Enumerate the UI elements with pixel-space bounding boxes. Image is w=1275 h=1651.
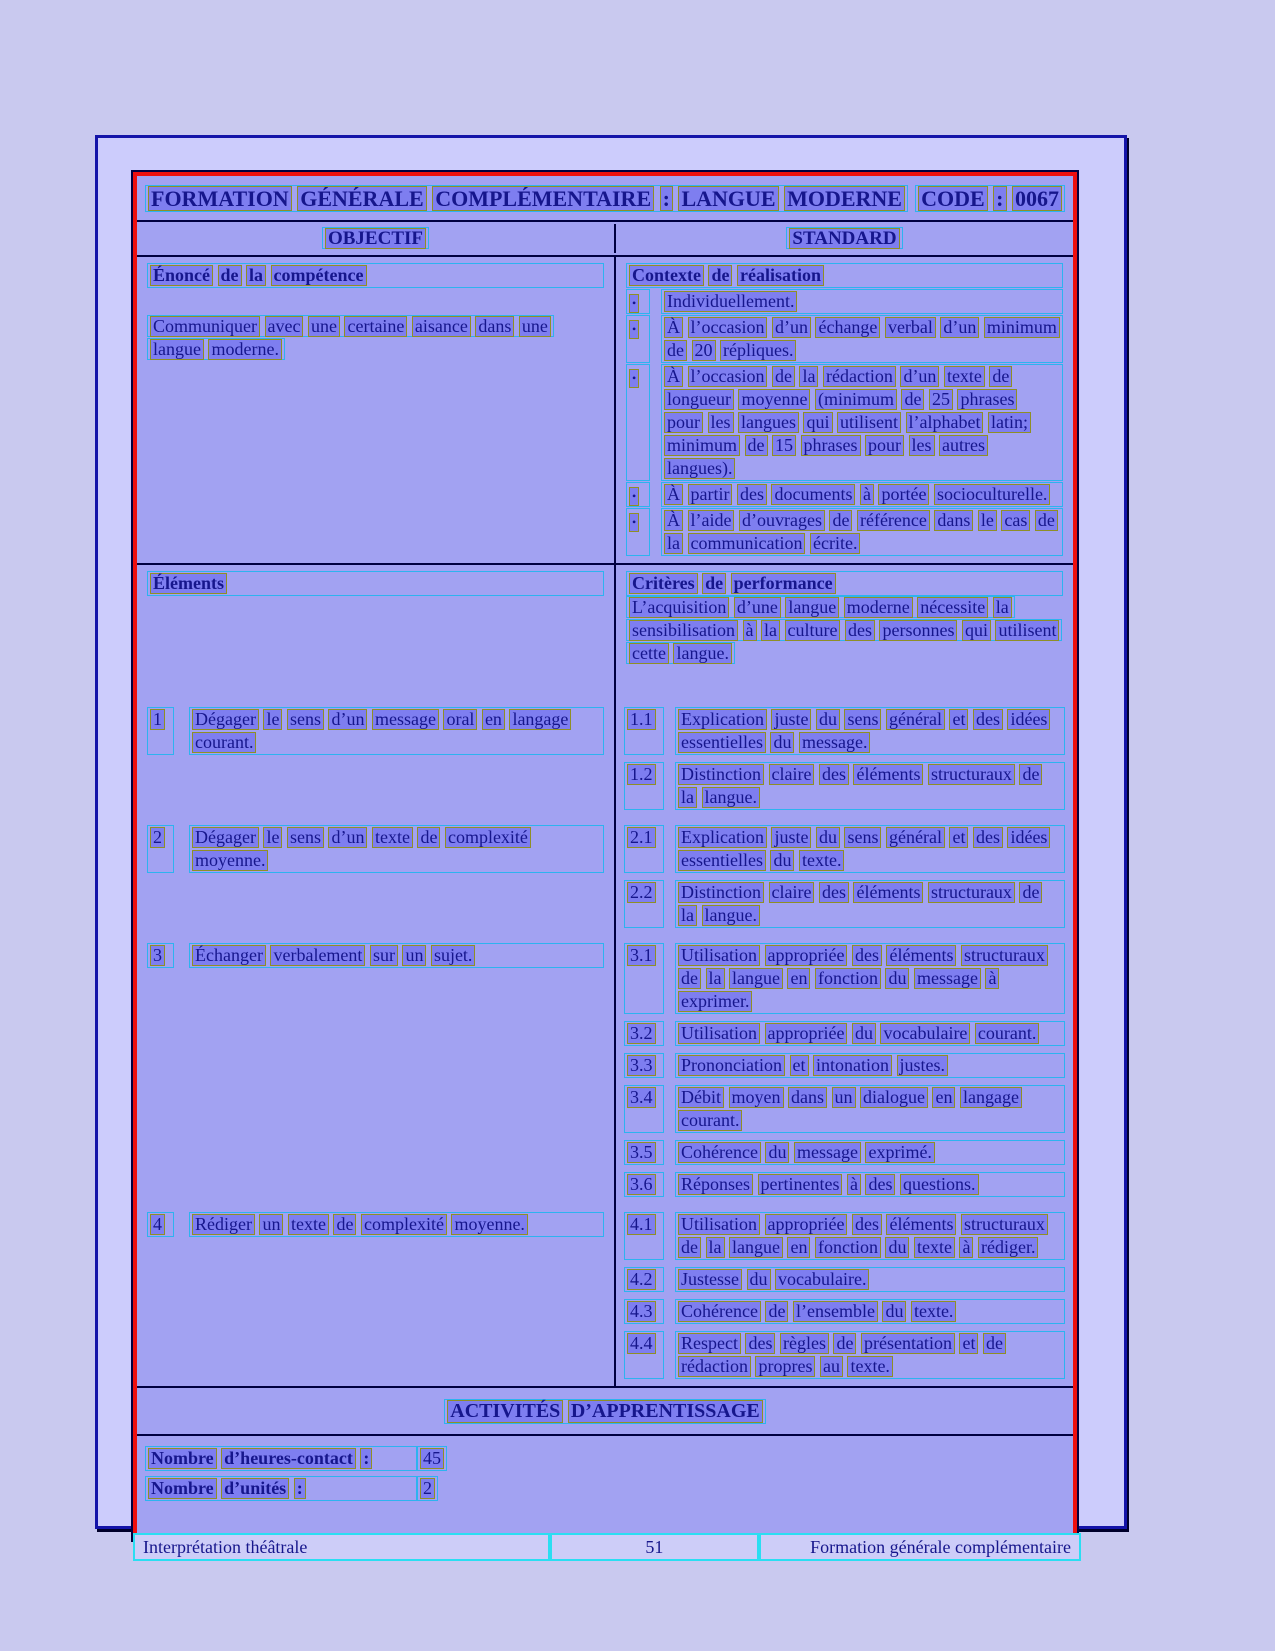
element-row xyxy=(137,699,614,817)
table-title-row xyxy=(137,176,1073,220)
enonce-contexte-row xyxy=(137,257,1073,565)
criterion-number: 1.1 xyxy=(624,707,664,755)
list-item: • À partir des documents à portée socioculturelle. xyxy=(626,482,1063,507)
criterion-text: Explication juste du sens général et des idées essentielles du message. xyxy=(675,707,1065,755)
element-row xyxy=(137,1204,614,1386)
footer-page-number: 51 xyxy=(550,1533,759,1561)
criterion xyxy=(624,1299,1065,1324)
criteria-group xyxy=(614,699,1073,817)
heures-contact-label: Nombre d’heures-contact : xyxy=(145,1446,417,1471)
criterion xyxy=(624,880,1065,928)
element-text: Dégager le sens d’un texte de complexité moyenne. xyxy=(189,825,604,873)
criterion-number: 3.1 xyxy=(624,943,664,1014)
criterion-text: Respect des règles de présentation et de rédaction propres au texte. xyxy=(675,1331,1065,1379)
standard-column-header xyxy=(614,224,1073,253)
criterion-number: 3.6 xyxy=(624,1172,664,1197)
list-item: • À l’occasion de la rédaction d’un texte de longueur moyenne (minimum de 25 phrases pour les langues qui utilisent l’alphabet latin; minimum de 15 phrases pour les autres langues). xyxy=(626,364,1063,481)
unites-field xyxy=(145,1476,1065,1501)
criterion-text: Utilisation appropriée du vocabulaire courant. xyxy=(675,1021,1065,1046)
criterion xyxy=(624,943,1065,1014)
heures-contact-value: 45 xyxy=(417,1446,447,1471)
objectif-label: OBJECTIF xyxy=(322,227,429,249)
criteria-group xyxy=(614,817,1073,935)
bullet-icon: • xyxy=(626,482,650,507)
document-page xyxy=(95,135,1127,1529)
contexte-list xyxy=(626,289,1063,556)
criteres-heading: Critères de performance xyxy=(626,571,1063,596)
document-title: FORMATION GÉNÉRALE COMPLÉMENTAIRE : LANGUE MODERNE xyxy=(145,185,908,212)
element-number: 4 xyxy=(147,1212,174,1237)
contexte-heading: Contexte de réalisation xyxy=(626,263,1063,288)
competency-table xyxy=(133,172,1077,1540)
footer-section-title: Formation générale complémentaire xyxy=(759,1533,1081,1561)
criterion-text: Explication juste du sens général et des idées essentielles du texte. xyxy=(675,825,1065,873)
criterion-text: Débit moyen dans un dialogue en langage courant. xyxy=(675,1085,1065,1133)
criteres-intro: L’acquisition d’une langue moderne nécessite la sensibilisation à la culture des personnes qui utilisent cette langue. xyxy=(626,596,1063,665)
activites-row xyxy=(137,1386,1073,1436)
fields-row xyxy=(137,1436,1073,1536)
criterion xyxy=(624,1053,1065,1078)
criterion-number: 3.4 xyxy=(624,1085,664,1133)
criterion-text: Cohérence de l’ensemble du texte. xyxy=(675,1299,1065,1324)
criterion-text: Cohérence du message exprimé. xyxy=(675,1140,1065,1165)
criterion-text: Justesse du vocabulaire. xyxy=(675,1267,1065,1292)
criterion xyxy=(624,825,1065,873)
element-text: Rédiger un texte de complexité moyenne. xyxy=(189,1212,604,1237)
footer-program-title: Interprétation théâtrale xyxy=(133,1533,550,1561)
criteria-group xyxy=(614,935,1073,1204)
page-footer xyxy=(133,1533,1081,1561)
criterion-number: 4.2 xyxy=(624,1267,664,1292)
criterion xyxy=(624,1267,1065,1292)
list-item: • À l’aide d’ouvrages de référence dans le cas de la communication écrite. xyxy=(626,508,1063,556)
column-header-row xyxy=(137,220,1073,257)
bullet-icon: • xyxy=(626,364,650,481)
bullet-icon: • xyxy=(626,315,650,363)
criterion-number: 2.2 xyxy=(624,880,664,928)
heures-contact-field xyxy=(145,1446,1065,1471)
elements-heading-cell xyxy=(137,565,614,699)
criterion-text: Utilisation appropriée des éléments structuraux de la langue en fonction du texte à rédiger. xyxy=(675,1212,1065,1260)
criteres-heading-cell xyxy=(614,565,1073,699)
criterion xyxy=(624,1021,1065,1046)
unites-label: Nombre d’unités : xyxy=(145,1476,417,1501)
element-number: 3 xyxy=(147,943,174,968)
criterion-number: 4.3 xyxy=(624,1299,664,1324)
activites-heading: ACTIVITÉS D’APPRENTISSAGE xyxy=(444,1399,765,1424)
bullet-icon: • xyxy=(626,508,650,556)
document-code: CODE : 0067 xyxy=(915,185,1065,212)
element-text: Dégager le sens d’un message oral en langage courant. xyxy=(189,707,604,755)
criterion-text: Utilisation appropriée des éléments structuraux de la langue en fonction du message à exprimer. xyxy=(675,943,1065,1014)
enonce-cell xyxy=(137,257,614,563)
criterion-number: 4.1 xyxy=(624,1212,664,1260)
criterion xyxy=(624,707,1065,755)
criterion-text: Prononciation et intonation justes. xyxy=(675,1053,1065,1078)
criterion-number: 4.4 xyxy=(624,1331,664,1379)
criterion-text: Distinction claire des éléments structuraux de la langue. xyxy=(675,762,1065,810)
elements-heading: Éléments xyxy=(147,571,604,596)
list-item: • Individuellement. xyxy=(626,289,1063,314)
criterion xyxy=(624,1212,1065,1260)
element-text: Échanger verbalement sur un sujet. xyxy=(189,943,604,968)
criterion xyxy=(624,1085,1065,1133)
bullet-icon: • xyxy=(626,289,650,314)
criterion-number: 2.1 xyxy=(624,825,664,873)
element-number: 2 xyxy=(147,825,174,873)
criterion-number: 3.3 xyxy=(624,1053,664,1078)
enonce-heading: Énoncé de la compétence xyxy=(147,263,604,288)
criterion-number: 3.5 xyxy=(624,1140,664,1165)
criterion-text: Réponses pertinentes à des questions. xyxy=(675,1172,1065,1197)
criterion xyxy=(624,1172,1065,1197)
list-item: • À l’occasion d’un échange verbal d’un minimum de 20 répliques. xyxy=(626,315,1063,363)
objectif-column-header xyxy=(137,224,614,253)
criterion-text: Distinction claire des éléments structuraux de la langue. xyxy=(675,880,1065,928)
elements-criteres-section xyxy=(137,565,1073,1386)
element-number: 1 xyxy=(147,707,174,755)
criteria-group xyxy=(614,1204,1073,1386)
element-row xyxy=(137,935,614,1204)
criterion xyxy=(624,1331,1065,1379)
element-row xyxy=(137,817,614,935)
criterion-number: 1.2 xyxy=(624,762,664,810)
criterion xyxy=(624,1140,1065,1165)
unites-value: 2 xyxy=(417,1476,438,1501)
criterion-number: 3.2 xyxy=(624,1021,664,1046)
standard-label: STANDARD xyxy=(786,227,902,249)
criterion xyxy=(624,762,1065,810)
enonce-text: Communiquer avec une certaine aisance dans une langue moderne. xyxy=(147,315,597,361)
contexte-cell xyxy=(614,257,1073,563)
